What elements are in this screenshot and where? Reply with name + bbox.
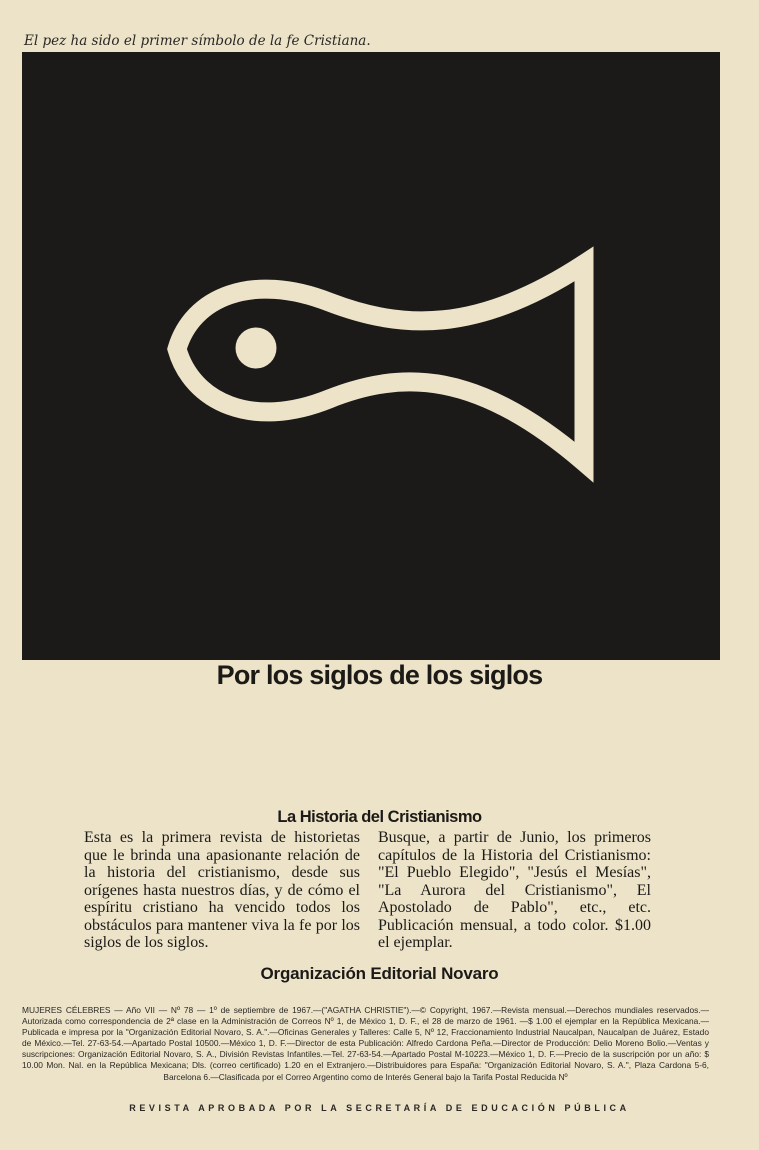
headline: Por los siglos de los siglos bbox=[216, 660, 543, 690]
section-title: La Historia del Cristianismo bbox=[277, 808, 482, 826]
body-column-right: Busque, a partir de Junio, los primeros capítulos de la Historia del Cristianismo: "El Pueblo Elegido", "Jesús el Mesías", "La Aurora del Cristianismo", El Apostolado de Pablo", etc., etc. Publicación mensual, a todo color. $1.00 el ejemplar. bbox=[378, 829, 651, 951]
fish-eye bbox=[236, 328, 277, 369]
body-column-left: Esta es la primera revista de historietas que le brinda una apasionante relación de la historia del cristianismo, desde sus orígenes hasta nuestros días, y de cómo el espíritu cristiano ha vencido todos los obstáculos para mantener viva la fe por los siglos de los siglos. bbox=[84, 829, 360, 951]
approval-line: REVISTA APROBADA POR LA SECRETARÍA DE EDUCACIÓN PÚBLICA bbox=[129, 1103, 630, 1113]
publisher-name: Organización Editorial Novaro bbox=[260, 964, 499, 983]
legal-notice: MUJERES CÉLEBRES — Año VII — Nº 78 — 1º de septiembre de 1967.—("AGATHA CHRISTIE").—© Copyright, 1967.—Revista mensual.—Derechos mundiales reservados.—Autorizada como correspondencia de 2ª clase en la Administración de Correos Nº 1, de México 1, D. F., el 28 de marzo de 1961. —$ 1.00 el ejemplar en la República Mexicana.—Publicada e impresa por la "Organización Editorial Novaro, S. A.".—Oficinas Generales y Talleres: Calle 5, Nº 12, Fraccionamiento Industrial Naucalpan, Naucalpan de Juárez, Estado de México.—Tel. 27-63-54.—Apartado Postal 10500.—México 1, D. F.—Director de esta Publicación: Alfredo Cardona Peña.—Director de Producción: Delio Moreno Bolio.—Ventas y suscripciones: Organización Editorial Novaro, S. A., División Revistas Infantiles.—Tel. 27-63-54.—Apartado Postal M-10223.—México 1, D. F.—Precio de la suscripción por un año: $ 10.00 Mon. Nal. en la República Mexicana; Dls. (correo certificado) 1.20 en el Extranjero.—Distribuidores para España: "Organización Editorial Novaro, S. A.", Plaza Cardona 5-6, Barcelona 6.—Clasificada por el Correo Argentino como de Interés General bajo la Tarifa Postal Reducida Nº bbox=[22, 1005, 709, 1082]
photo-caption: El pez ha sido el primer símbolo de la fe Cristiana. bbox=[24, 33, 371, 49]
ichthys-fish-icon bbox=[22, 52, 720, 660]
illustration-panel bbox=[22, 52, 720, 660]
